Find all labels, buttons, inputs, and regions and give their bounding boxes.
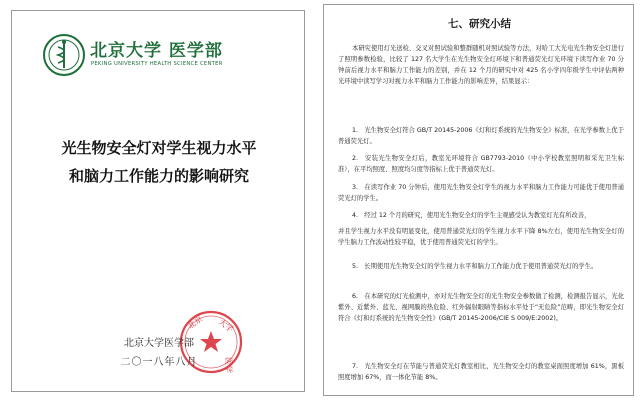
report-title-line-2: 和脑力工作能力的影响研究 (68, 167, 249, 185)
finding-4-continued: 并且学生视力水平没有明显变化，使用普通荧光灯的学生视力水平下降 8%左右，使用光生物安全灯的学生脑力工作波动性较平稳，优于使用普通荧光灯的学生。 (338, 228, 624, 246)
finding-1: 1. 光生物安全灯符合 GB/T 20145-2006《灯和灯系统的光生物安全》标准，在光学参数上优于普通荧光灯。 (338, 127, 624, 145)
finding-3: 3. 在读写作业 70 分钟后，使用光生物安全灯学生的视力水平和脑力工作能力可能优于使用普通荧光灯的学生。 (338, 184, 624, 202)
svg-text:大学: 大学 (216, 317, 236, 334)
summary-intro-paragraph: 本研究使用灯光送检、交叉对照试验和整群随机对照试验等方法，对哈工大光电光生物安全灯进行了照明参数检验，比较了 127 名大学生在光生物安全灯环境下和普通荧光灯光环境下读写作业 70 分钟前后视力水平和脑力工作能力的差别，并在 12 个月的研究中对 425 名小学四年级学生中评估两种光环境中读写学习对视力水平和脑力工作能力的影响差异，结果显示： (338, 45, 624, 85)
report-date: 二〇一八年八月 (120, 357, 198, 368)
svg-text:北京: 北京 (185, 314, 205, 331)
university-logo (42, 33, 242, 77)
report-title-line-1: 光生物安全灯对学生视力水平 (61, 139, 257, 157)
finding-7: 7. 光生物安全灯在节能与普通荧光灯教室相比，光生物安全灯的教室桌面照度增加 61%，黑板照度增加 67%，而一体化节能 8%。 (338, 363, 624, 381)
issuing-department: 北京大学医学部 (124, 338, 194, 349)
finding-6: 6. 在本研究的灯光检测中，亦对光生物安全灯的光生物安全参数做了检测，检测报告显示，光化紫外、近紫外、蓝光、视网膜的热危险、红外辐射眼睛等指标水平处于“无危险”范畴，即光生物安全灯符合《灯和灯系统的光生物安全性》(GB/T 20145-2006/CIE S 009/E:2002)。 (338, 293, 624, 322)
svg-text:医学: 医学 (224, 357, 233, 373)
pku-health-emblem-icon (42, 33, 86, 77)
finding-4: 4. 经过 12 个月的研究，使用光生物安全灯的学生主观感受认为教室灯光有所改善， (352, 212, 591, 219)
finding-5: 5. 长期使用光生物安全灯的学生视力水平和脑力工作能力优于使用普通荧光灯的学生。 (352, 263, 598, 270)
logo-chinese-name: 北京大学 医学部 (90, 41, 223, 61)
finding-2: 2. 安装光生物安全灯后，教室光环境符合 GB7793-2010（中小学校教室照明和采光卫生标准），在平均照度、照度均匀度等指标上优于普通荧光灯。 (338, 155, 624, 173)
report-cover-page (11, 10, 305, 392)
section-heading: 七、研究小结 (448, 18, 511, 30)
research-summary-page (323, 4, 634, 396)
logo-english-name: PEKING UNIVERSITY HEALTH SCIENCE CENTER (91, 61, 223, 67)
